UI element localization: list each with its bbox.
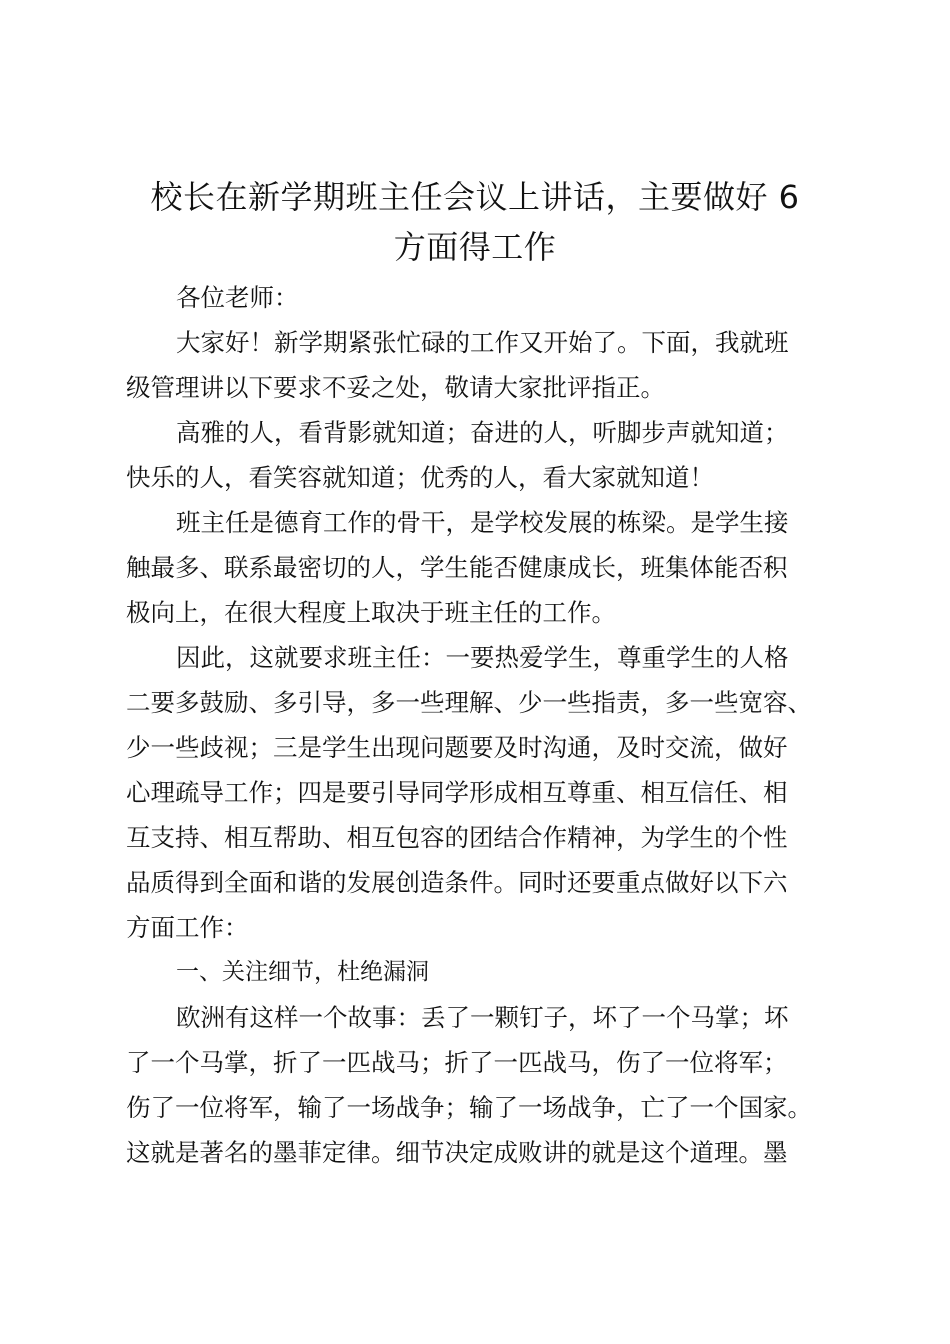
paragraph-line: 极向上，在很大程度上取决于班主任的工作。 <box>126 598 616 627</box>
paragraph-line: 因此，这就要求班主任：一要热爱学生，尊重学生的人格 <box>176 643 789 672</box>
greeting-line: 各位老师： <box>176 283 299 312</box>
paragraph-line: 少一些歧视；三是学生出现问题要及时沟通，及时交流，做好 <box>126 733 788 762</box>
paragraph-line: 快乐的人，看笑容就知道；优秀的人，看大家就知道！ <box>126 463 714 492</box>
section-heading: 一、关注细节，杜绝漏洞 <box>176 959 429 985</box>
paragraph-line: 触最多、联系最密切的人，学生能否健康成长，班集体能否积 <box>126 553 788 582</box>
title-line-1: 校长在新学期班主任会议上讲话，主要做好 6 <box>150 178 800 216</box>
paragraph-line: 高雅的人，看背影就知道；奋进的人，听脚步声就知道； <box>176 418 789 447</box>
paragraph-line: 级管理讲以下要求不妥之处，敬请大家批评指正。 <box>126 373 665 402</box>
paragraph-line: 二要多鼓励、多引导，多一些理解、少一些指责，多一些宽容、 <box>126 688 812 717</box>
paragraph-line: 了一个马掌，折了一匹战马；折了一匹战马，伤了一位将军； <box>126 1048 788 1077</box>
paragraph-line: 欧洲有这样一个故事：丢了一颗钉子，坏了一个马掌；坏 <box>176 1003 789 1032</box>
paragraph-line: 伤了一位将军，输了一场战争；输了一场战争，亡了一个国家。 <box>126 1093 812 1122</box>
title-line-2: 方面得工作 <box>393 228 557 266</box>
paragraph-line: 班主任是德育工作的骨干，是学校发展的栋梁。是学生接 <box>176 508 789 537</box>
paragraph-line: 这就是著名的墨菲定律。细节决定成败讲的就是这个道理。墨 <box>126 1138 788 1167</box>
paragraph-line: 互支持、相互帮助、相互包容的团结合作精神，为学生的个性 <box>126 823 788 852</box>
paragraph-line: 大家好！新学期紧张忙碌的工作又开始了。下面，我就班 <box>176 328 789 357</box>
paragraph-line: 品质得到全面和谐的发展创造条件。同时还要重点做好以下六 <box>126 868 788 897</box>
document-body <box>126 275 846 1175</box>
paragraph-line: 方面工作： <box>126 913 249 942</box>
document-title <box>100 172 850 272</box>
paragraph-line: 心理疏导工作；四是要引导同学形成相互尊重、相互信任、相 <box>126 778 788 807</box>
